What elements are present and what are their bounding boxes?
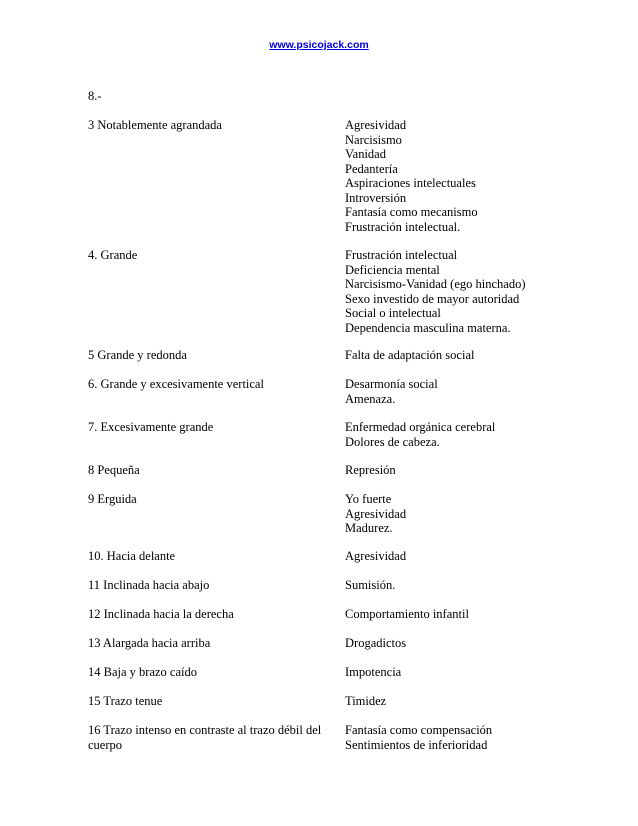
term-label: 10. Hacia delante xyxy=(88,549,176,563)
meaning-item: Sexo investido de mayor autoridad xyxy=(345,291,520,306)
meaning-list xyxy=(345,607,565,622)
term-label: 14 Baja y brazo caído xyxy=(88,665,197,679)
meaning-list xyxy=(345,723,565,752)
term-label: 8 Pequeña xyxy=(88,463,140,477)
meaning-item: Impotencia xyxy=(345,665,402,679)
term-label: 7. Excesivamente grande xyxy=(88,420,214,434)
term-label: 13 Alargada hacia arriba xyxy=(88,636,211,650)
meaning-list xyxy=(345,549,565,564)
meaning-list xyxy=(345,118,565,234)
meaning-list xyxy=(345,420,565,449)
meaning-item: Frustración intelectual xyxy=(345,248,458,262)
meaning-item: Comportamiento infantil xyxy=(345,607,469,621)
term-label: 6. Grande y excesivamente vertical xyxy=(88,377,264,391)
meaning-item: Agresividad xyxy=(345,118,407,132)
meaning-item: Timidez xyxy=(345,694,387,708)
meaning-item: Vanidad xyxy=(345,147,386,161)
meaning-item: Drogadictos xyxy=(345,636,407,650)
meaning-item: Fantasía como compensación xyxy=(345,723,493,737)
term-label: 9 Erguida xyxy=(88,492,137,506)
meaning-item: Frustración intelectual. xyxy=(345,219,461,234)
meaning-item: Social o intelectual xyxy=(345,306,441,320)
meaning-item: Narcisismo-Vanidad (ego hinchado) xyxy=(345,277,526,291)
meaning-item: Yo fuerte xyxy=(345,492,392,506)
meaning-item: Enfermedad orgánica cerebral xyxy=(345,420,496,434)
section-number: 8.- xyxy=(88,89,102,103)
meaning-list xyxy=(345,348,565,363)
term-label: 3 Notablemente agrandada xyxy=(88,118,222,132)
meaning-item: Sumisión. xyxy=(345,578,396,592)
meaning-item: Pedantería xyxy=(345,161,398,176)
meaning-list xyxy=(345,636,565,651)
meaning-item: Fantasía como mecanismo xyxy=(345,205,478,219)
meaning-item: Narcisismo xyxy=(345,132,402,147)
term-label: 15 Trazo tenue xyxy=(88,694,163,708)
meaning-item: Sentimientos de inferioridad xyxy=(345,737,488,752)
meaning-item: Introversión xyxy=(345,190,407,205)
meaning-list xyxy=(345,463,565,478)
meaning-item: Agresividad xyxy=(345,506,407,521)
meaning-item: Represión xyxy=(345,463,396,477)
meaning-list xyxy=(345,248,565,335)
meaning-item: Dependencia masculina materna. xyxy=(345,320,511,335)
meaning-list xyxy=(345,578,565,593)
meaning-item: Agresividad xyxy=(345,549,407,563)
term-label: 5 Grande y redonda xyxy=(88,348,187,362)
meaning-item: Deficiencia mental xyxy=(345,262,440,277)
term-label: 12 Inclinada hacia la derecha xyxy=(88,607,234,621)
meaning-list xyxy=(345,665,565,680)
meaning-list xyxy=(345,377,565,406)
meaning-item: Amenaza. xyxy=(345,391,396,406)
meaning-item: Desarmonía social xyxy=(345,377,438,391)
meaning-item: Falta de adaptación social xyxy=(345,348,475,362)
meaning-item: Madurez. xyxy=(345,521,393,535)
term-label: 16 Trazo intenso en contraste al trazo débil del cuerpo xyxy=(88,723,322,752)
meaning-item: Dolores de cabeza. xyxy=(345,434,440,449)
meaning-list xyxy=(345,492,565,536)
meaning-item: Aspiraciones intelectuales xyxy=(345,176,476,190)
term-label: 4. Grande xyxy=(88,248,138,262)
meaning-list xyxy=(345,694,565,709)
header-website-link[interactable]: www.psicojack.com xyxy=(269,39,369,51)
term-label: 11 Inclinada hacia abajo xyxy=(88,578,210,592)
